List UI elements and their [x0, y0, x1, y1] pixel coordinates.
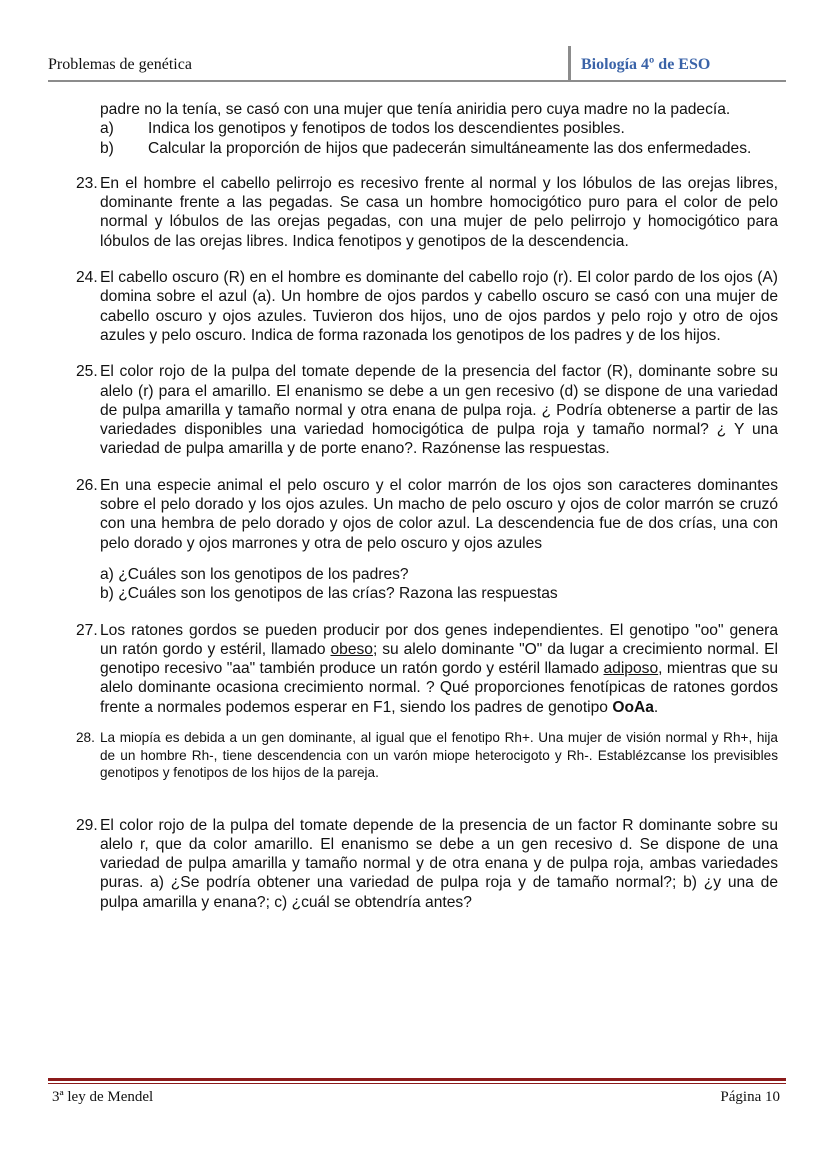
problem-28: [76, 729, 778, 782]
problem-22-b: [100, 139, 778, 158]
header-document-title: Problemas de genética: [48, 56, 192, 73]
problem-text-part: .: [653, 698, 659, 716]
footer-divider-thick: [48, 1078, 786, 1081]
problem-26-a: a) ¿Cuáles son los genotipos de los padres?: [100, 565, 409, 583]
problem-22-continuation: [76, 100, 778, 158]
page-header: [48, 46, 786, 80]
sub-label: a): [100, 120, 114, 138]
problem-text-part: Los ratones gordos se pueden producir por dos genes independientes. El genotipo "oo" genera un ratón gordo y estéril, llamado: [100, 621, 778, 658]
problem-27: [76, 621, 778, 717]
problem-text: La miopía es debida a un gen dominante, al igual que el fenotipo Rh+. Una mujer de visión normal y Rh+, hija de un hombre Rh-, tiene descendencia con un varón miope heterocigoto y Rh-. Establézcanse los previsibles genotipos y fenotipos de los hijos de la pareja.: [100, 730, 778, 781]
problem-number: 29.: [76, 816, 98, 834]
problem-text-part: ; su alelo dominante "O" da lugar a crecimiento normal. El genotipo recesivo "aa" también produce un ratón gordo y estéril llamado: [100, 640, 778, 678]
problem-number: 25.: [76, 363, 98, 381]
problem-text: El color rojo de la pulpa del tomate depende de la presencia de un factor R dominante sobre su alelo r, que da color amarillo. El enanismo se debe a un gen recesivo d. Se dispone de una variedad de pulpa amarilla y tamaño normal y de otra enana y de pulpa roja, ambas variedades puras. a) ¿Se podría obtener una variedad de pulpa roja y de tamaño normal?; b) ¿y una de pulpa amarilla y enana?; c) ¿cuál se obtendría antes?: [100, 816, 778, 911]
problem-text: El cabello oscuro (R) en el hombre es dominante del cabello rojo (r). El color pardo de los ojos (A) domina sobre el azul (a). Un hombre de ojos pardos y cabello oscuro se casó con una mujer de cabello oscuro y ojos azules. Tuvieron dos hijos, uno de ojos pardos y pelo rojo y otro de ojos azules y pelo oscuro. Indica de forma razonada los genotipos de los padres y de los hijos.: [100, 269, 778, 344]
problem-text-part: , mientras que su alelo dominante ocasiona crecimiento normal. ? Qué proporciones fenotípicas de ratones gordos frente a normales podemos esperar en F1, siendo los padres de genotipo: [100, 660, 778, 716]
problem-22-text: padre no la tenía, se casó con una mujer que tenía aniridia pero cuya madre no la padecía.: [100, 101, 731, 118]
sub-text: Indica los genotipos y fenotipos de todos los descendientes posibles.: [148, 120, 625, 138]
problem-number: 23.: [76, 174, 98, 192]
problem-23: [76, 174, 778, 251]
term-adiposo: adiposo: [603, 660, 659, 678]
problem-text: El color rojo de la pulpa del tomate depende de la presencia del factor (R), dominante sobre su alelo (r) para el amarillo. El enanismo se debe a un gen recesivo (d) se dispone de una variedad de pulpa amarilla y tamaño normal y otra enana de pulpa roja. ¿ Podría obtenerse a partir de las variedades disponibles una variedad homocigótica de pulpa roja y tamaño normal? ¿ Y una variedad de pulpa amarilla y de porte enano?. Razónense las respuestas.: [100, 363, 778, 458]
problem-text: En una especie animal el pelo oscuro y el color marrón de los ojos son caracteres dominantes sobre el pelo dorado y los ojos azules. Un macho de pelo oscuro y ojos de color marrón se cruzó con una hembra de pelo dorado y ojos de color azul. La descendencia fue de dos crías, una con pelo dorado y ojos marrones y otra de pelo oscuro y ojos azules: [100, 476, 778, 552]
problem-number: 27.: [76, 621, 98, 639]
problem-number: 24.: [76, 269, 98, 287]
problem-22-a: [100, 119, 778, 138]
problem-number: 26.: [76, 476, 98, 494]
page-content: [76, 100, 778, 912]
header-subject: Biología 4º de ESO: [581, 56, 711, 73]
sub-label: b): [100, 139, 114, 157]
problem-29: [76, 816, 778, 912]
term-obeso: obeso: [330, 640, 373, 658]
problem-text: En el hombre el cabello pelirrojo es recesivo frente al normal y los lóbulos de las orejas libres, dominante frente a las pegadas. Se casa un hombre homocigótico puro para el color de pelo normal y lóbulos de las orejas pegadas, con una mujer de pelo pelirrojo y homocigótico para lóbulos de las orejas libres. Indica fenotipos y genotipos de la descendencia.: [100, 174, 778, 250]
problem-number: 28.: [76, 730, 95, 746]
problem-26-b: b) ¿Cuáles son los genotipos de las crías? Razona las respuestas: [100, 585, 558, 603]
problem-25: [76, 362, 778, 458]
footer-section-title: 3ª ley de Mendel: [52, 1089, 154, 1105]
header-divider: [48, 80, 786, 82]
footer-divider-thin: [48, 1083, 786, 1084]
header-subject-box: [568, 46, 789, 80]
problem-26-questions: [76, 565, 778, 604]
genotype-bold: OoAa: [612, 698, 654, 716]
footer-page-number: Página 10: [720, 1089, 780, 1105]
sub-text: Calcular la proporción de hijos que padecerán simultáneamente las dos enfermedades.: [148, 139, 752, 157]
problem-24: [76, 268, 778, 345]
problem-26: [76, 476, 778, 553]
